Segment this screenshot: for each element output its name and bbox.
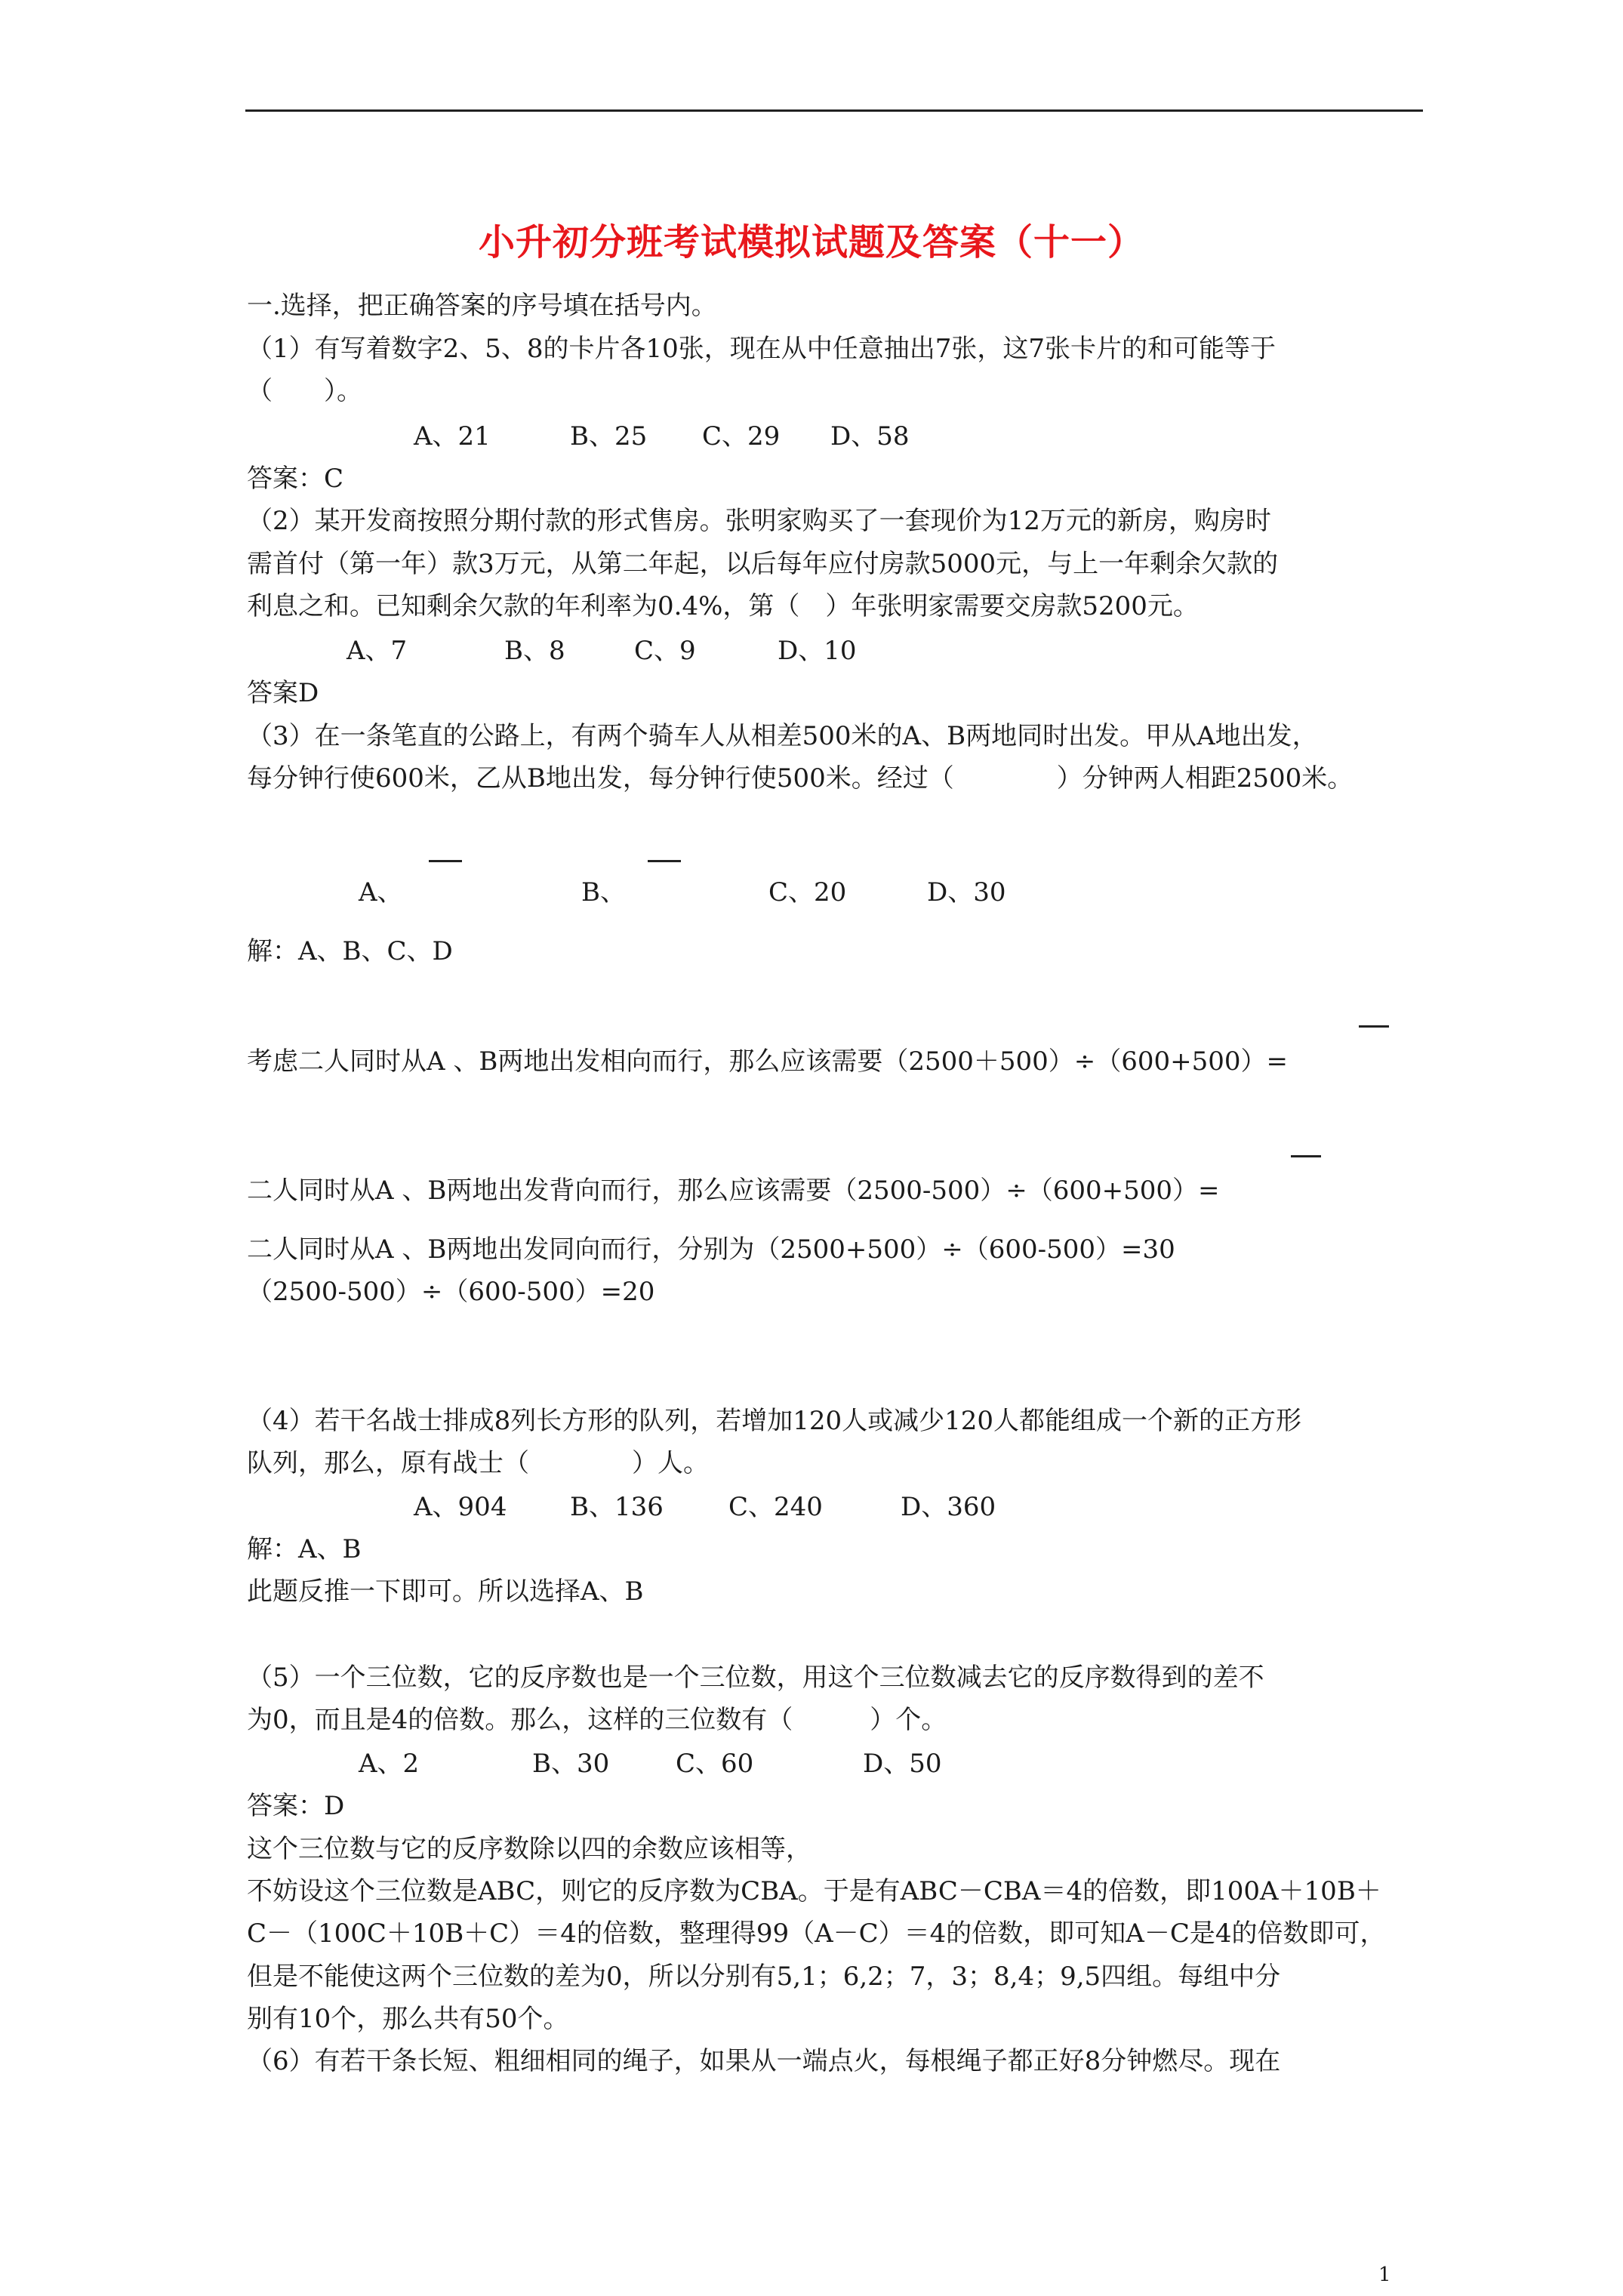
q1-option-c: C、29: [702, 421, 781, 451]
q3-option-c: C、20: [768, 877, 847, 908]
q3-option-b: B、: [581, 877, 626, 908]
q5-option-b: B、30: [532, 1749, 610, 1779]
q5-answer: 答案：D: [247, 1791, 345, 1821]
q3-line1: （3）在一条笔直的公路上，有两个骑车人从相差500米的A、B两地同时出发。甲从A地出发，: [247, 721, 1318, 751]
q1-option-a: A、21: [414, 421, 491, 451]
q1-line2: （ ）。: [247, 376, 362, 406]
q2-line1: （2）某开发商按照分期付款的形式售房。张明家购买了一套现价为12万元的新房，购房时: [247, 506, 1271, 536]
q4-option-d: D、360: [901, 1492, 996, 1522]
q3-option-a: A、: [359, 877, 403, 908]
q5-option-a: A、2: [359, 1749, 420, 1779]
q5-line1: （5）一个三位数，它的反序数也是一个三位数，用这个三位数减去它的反序数得到的差不: [247, 1663, 1264, 1693]
q4-option-b: B、136: [570, 1492, 664, 1522]
header-rule: [245, 109, 1423, 112]
q2-option-c: C、9: [634, 636, 696, 666]
q3-s2-fraction-bar: [1291, 1155, 1321, 1157]
q5-line2: 为0，而且是4的倍数。那么，这样的三位数有（ ）个。: [247, 1705, 947, 1735]
q5-explanation-line3: C－（100C＋10B＋C）＝4的倍数，整理得99（A－C）＝4的倍数，即可知A－C是4的倍数即可，: [247, 1918, 1386, 1949]
q2-line2: 需首付（第一年）款3万元，从第二年起，以后每年应付房款5000元，与上一年剩余欠款的: [247, 549, 1279, 579]
q3-solution-line2: 二人同时从A 、B两地出发背向而行，那么应该需要（2500-500）÷（600+500）=: [247, 1176, 1220, 1206]
q5-option-c: C、60: [676, 1749, 754, 1779]
q4-option-a: A、904: [414, 1492, 507, 1522]
q3-option-a-fraction-bar: [429, 860, 462, 862]
q4-line2: 队列，那么，原有战士（ ）人。: [247, 1448, 709, 1478]
q5-explanation-line5: 别有10个，那么共有50个。: [247, 2004, 569, 2034]
q2-answer: 答案D: [247, 678, 319, 708]
q1-line1: （1）有写着数字2、5、8的卡片各10张，现在从中任意抽出7张，这7张卡片的和可能等于: [247, 334, 1277, 364]
q1-answer: 答案：C: [247, 464, 344, 494]
page-title: 小升初分班考试模拟试题及答案（十一）: [478, 221, 1144, 264]
q3-solution-line3: 二人同时从A 、B两地出发同向而行，分别为（2500+500）÷（600-500）=30: [247, 1234, 1175, 1265]
q5-explanation-line1: 这个三位数与它的反序数除以四的余数应该相等，: [247, 1834, 812, 1864]
q3-solution-line1: 考虑二人同时从A 、B两地出发相向而行，那么应该需要（2500＋500）÷（600+500）=: [247, 1046, 1289, 1077]
section-heading: 一.选择，把正确答案的序号填在括号内。: [247, 291, 717, 321]
q5-option-d: D、50: [863, 1749, 942, 1779]
q3-option-d: D、30: [927, 877, 1006, 908]
q3-solution-line4: （2500-500）÷（600-500）=20: [247, 1277, 655, 1307]
q2-line3: 利息之和。已知剩余欠款的年利率为0.4%，第（ ）年张明家需要交房款5200元。: [247, 591, 1199, 621]
q1-option-b: B、25: [570, 421, 648, 451]
q4-line1: （4）若干名战士排成8列长方形的队列，若增加120人或减少120人都能组成一个新的正方形: [247, 1406, 1302, 1436]
q6-line1: （6）有若干条长短、粗细相同的绳子，如果从一端点火，每根绳子都正好8分钟燃尽。现在: [247, 2046, 1281, 2076]
q5-explanation-line2: 不妨设这个三位数是ABC，则它的反序数为CBA。于是有ABC－CBA＝4的倍数，即100A＋10B＋: [247, 1876, 1381, 1906]
q3-option-b-fraction-bar: [648, 860, 681, 862]
q3-solution: 解：A、B、C、D: [247, 936, 453, 966]
q1-option-d: D、58: [830, 421, 910, 451]
q3-line2: 每分钟行使600米，乙从B地出发，每分钟行使500米。经过（ ）分钟两人相距2500米。: [247, 763, 1354, 794]
page-number: 1: [1378, 2264, 1391, 2286]
q4-note: 此题反推一下即可。所以选择A、B: [247, 1576, 644, 1607]
q4-option-c: C、240: [728, 1492, 823, 1522]
q4-solution: 解：A、B: [247, 1534, 362, 1564]
q2-option-d: D、10: [778, 636, 857, 666]
q2-option-b: B、8: [504, 636, 565, 666]
q3-s1-fraction-bar: [1359, 1025, 1389, 1028]
q5-explanation-line4: 但是不能使这两个三位数的差为0，所以分别有5,1；6,2；7，3；8,4；9,5四组。每组中分: [247, 1962, 1281, 1992]
q2-option-a: A、7: [346, 636, 408, 666]
